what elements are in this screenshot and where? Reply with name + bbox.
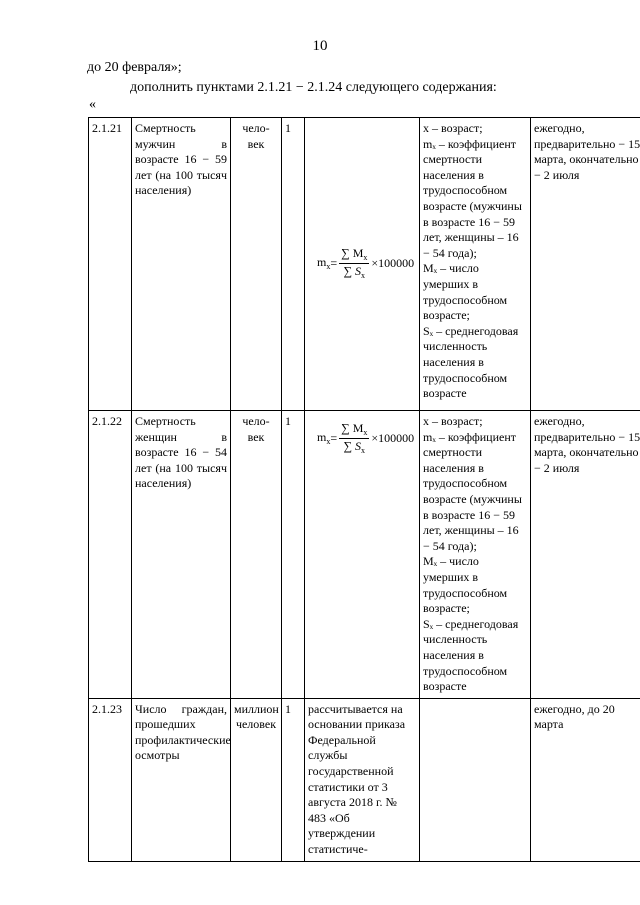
unit: миллион человек <box>231 698 282 861</box>
formula-fraction: $\frac{\sum M_x}{\sum \overline{S}_x}$ <box>341 246 368 281</box>
table-row <box>89 411 640 699</box>
indicator-name: Смертность женщин в возрасте 16 − 54 лет (на 100 тысяч населения) <box>132 411 231 699</box>
formula-lhs: $m_x$ <box>317 255 331 272</box>
indicators-table <box>88 117 640 862</box>
method: рассчитывается на основании приказа Федеральной службы государственной статистики от 3 августа 2018 г. № 483 «Об утверждении статистиче- <box>305 698 420 861</box>
open-quote: « <box>89 97 96 112</box>
formula-multiplier: ×100000 <box>371 256 415 271</box>
formula-lhs: $m_x$ <box>317 430 331 447</box>
table-row <box>89 118 640 411</box>
period: ежегодно, до 20 марта <box>531 698 640 861</box>
page-number: 10 <box>312 38 328 54</box>
indicator-name: Смертность мужчин в возрасте 16 − 59 лет (на 100 тысяч населения) <box>132 118 231 411</box>
table-row <box>89 698 640 861</box>
method-cell <box>305 118 420 411</box>
period: ежегодно, предварительно − 15 марта, окончательно − 2 июля <box>531 118 640 411</box>
level: 1 <box>282 411 305 699</box>
method-cell <box>305 411 420 699</box>
formula-fraction: $\frac{\sum M_x}{\sum \overline{S}_x}$ <box>341 421 368 456</box>
row-number: 2.1.23 <box>89 698 132 861</box>
row-number: 2.1.22 <box>89 411 132 699</box>
unit: чело- век <box>231 118 282 411</box>
formula: $m_x$ = $\frac{\sum M_x}{\sum \overline{S}_x}$ ×100000 <box>317 246 415 281</box>
variables <box>420 698 531 861</box>
formula: $m_x$ = $\frac{\sum M_x}{\sum \overline{S}_x}$ ×100000 <box>317 421 415 456</box>
variables: x – возраст; mₓ – коэффициент смертности населения в трудоспособном возрасте (мужчины в возрасте 16 − 59 лет, женщины – 16 − 54 года); Mₓ – число умерших в трудоспособном возрасте; Sₓ – среднегодовая численность населения в трудоспособном возрасте <box>420 411 531 699</box>
unit: чело- век <box>231 411 282 699</box>
formula-multiplier: ×100000 <box>371 431 415 446</box>
level: 1 <box>282 118 305 411</box>
level: 1 <box>282 698 305 861</box>
text-line-2: дополнить пунктами 2.1.21 − 2.1.24 следующего содержания: <box>130 80 497 95</box>
variables: x – возраст; mₓ – коэффициент смертности населения в трудоспособном возрасте (мужчины в возрасте 16 − 59 лет, женщины – 16 − 54 года); Mₓ – число умерших в трудоспособном возрасте; Sₓ – среднегодовая численность населения в трудоспособном возрасте <box>420 118 531 411</box>
text-line-1: до 20 февраля»; <box>87 60 182 75</box>
row-number: 2.1.21 <box>89 118 132 411</box>
indicator-name: Число граждан, прошедших профилактические осмотры <box>132 698 231 861</box>
period: ежегодно, предварительно − 15 марта, окончательно − 2 июля <box>531 411 640 699</box>
